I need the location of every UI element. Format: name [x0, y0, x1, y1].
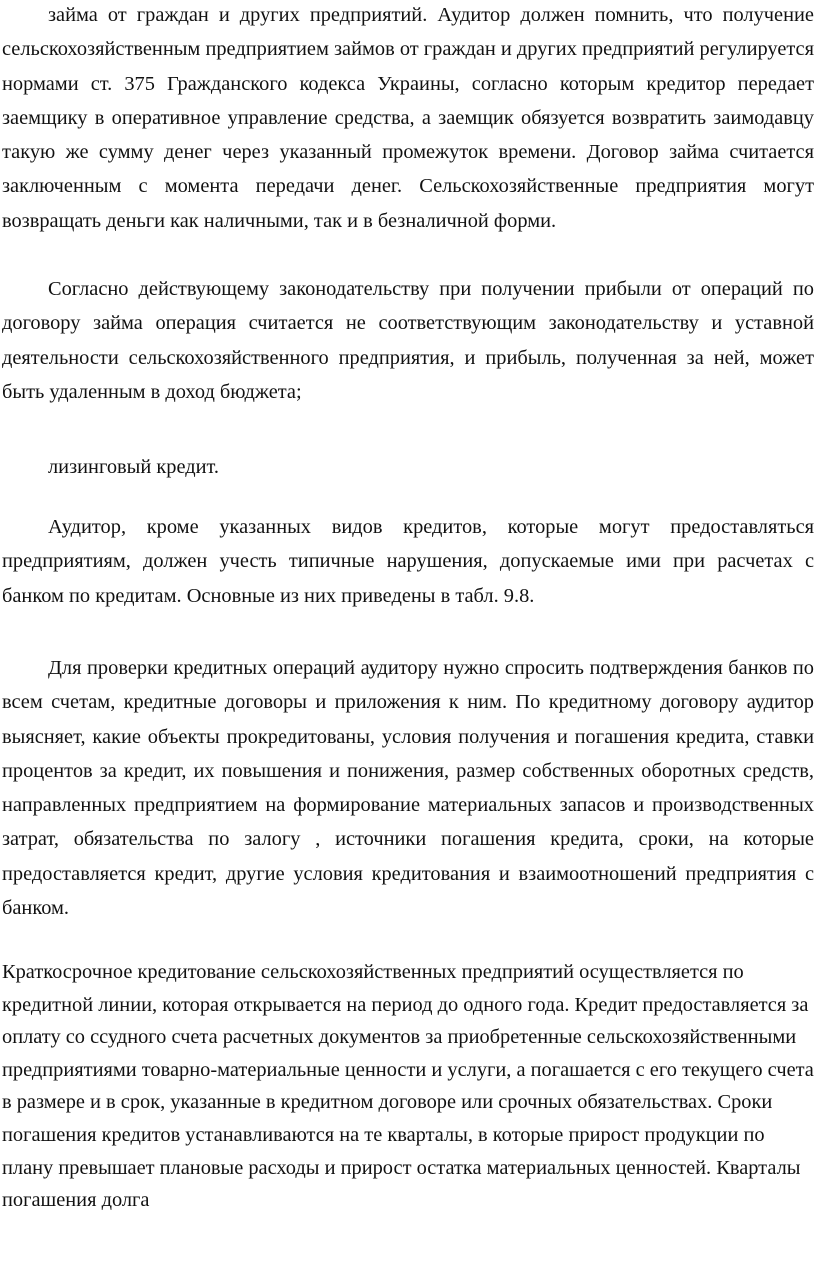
paragraph-short-term-credit: Краткосрочное кредитование сельскохозяйственных предприятий осуществляется по кредитной линии, которая открывается на период до одного года. Кредит предоставляется за оплату со ссудного счета расчетных документов за приобретенные сельскохозяйственными предприятиями товарно-материальные ценности и услуги, а погашается с его текущего счета в размере и в срок, указанные в кредитном договоре или срочных обязательствах. Сроки погашения кредитов устанавливаются на те кварталы, в которые прирост продукции по плану превышает плановые расходы и прирост остатка материальных ценностей. Кварталы погашения долга	[2, 961, 814, 1212]
paragraph-profit-from-loans: Согласно действующему законодательству при получении прибыли от операций по договору займа операция считается не соответствующим законодательству и уставной деятельности сельскохозяйственного предприятия, и прибыль, полученная за ней, может быть удаленным в доход бюджета;	[2, 278, 814, 403]
paragraph-credit-operations-check: Для проверки кредитных операций аудитору нужно спросить подтверждения банков по всем счетам, кредитные договоры и приложения к ним. По кредитному договору аудитор выясняет, какие объекты прокредитованы, условия получения и погашения кредита, ставки процентов за кредит, их повышения и понижения, размер собственных оборотных средств, направленных предприятием на формирование материальных запасов и производственных затрат, обязательства по залогу , источники погашения кредита, сроки, на которые предоставляется кредит, другие условия кредитования и взаимоотношений предприятия с банком.	[2, 657, 814, 920]
paragraph-loans-from-citizens: займа от граждан и других предприятий. Аудитор должен помнить, что получение сельскохозяйственным предприятием займов от граждан и других предприятий регулируется нормами ст. 375 Гражданского кодекса Украины, согласно которым кредитор передает заемщику в оперативное управление средства, а заемщик обязуется возвратить заимодавцу такую же сумму денег через указанный промежуток времени. Договор займа считается заключенным с момента передачи денег. Сельскохозяйственные предприятия могут возвращать деньги как наличными, так и в безналичной форми.	[2, 4, 814, 232]
paragraph-typical-violations: Аудитор, кроме указанных видов кредитов, которые могут предоставляться предприятиям, должен учесть типичные нарушения, допускаемые ими при расчетах с банком по кредитам. Основные из них приведены в табл. 9.8.	[2, 516, 814, 607]
paragraph-leasing-credit: лизинговый кредит.	[48, 456, 219, 478]
